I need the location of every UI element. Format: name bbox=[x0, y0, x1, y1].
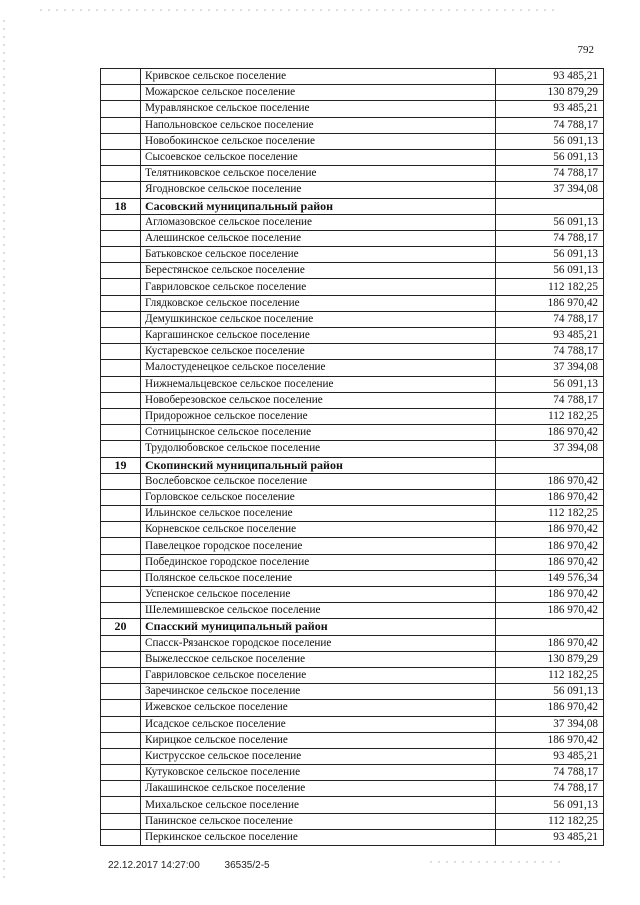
row-number bbox=[101, 538, 141, 554]
settlement-name: Исадское сельское поселение bbox=[141, 716, 496, 732]
district-row bbox=[101, 198, 604, 214]
row-number bbox=[101, 230, 141, 246]
row-number bbox=[101, 376, 141, 392]
amount: 37 394,08 bbox=[496, 360, 604, 376]
amount: 74 788,17 bbox=[496, 765, 604, 781]
table-row bbox=[101, 489, 604, 505]
amount: 112 182,25 bbox=[496, 279, 604, 295]
table-row bbox=[101, 392, 604, 408]
amount: 56 091,13 bbox=[496, 133, 604, 149]
row-number: 18 bbox=[101, 198, 141, 214]
settlement-name: Спасск-Рязанское городское поселение bbox=[141, 635, 496, 651]
amount: 112 182,25 bbox=[496, 813, 604, 829]
row-number bbox=[101, 473, 141, 489]
row-number bbox=[101, 700, 141, 716]
amount: 112 182,25 bbox=[496, 667, 604, 683]
settlement-name: Киструсское сельское поселение bbox=[141, 748, 496, 764]
table-row bbox=[101, 748, 604, 764]
amount: 186 970,42 bbox=[496, 732, 604, 748]
row-number bbox=[101, 408, 141, 424]
amount: 93 485,21 bbox=[496, 69, 604, 85]
table-row bbox=[101, 554, 604, 570]
row-number bbox=[101, 392, 141, 408]
amount: 37 394,08 bbox=[496, 441, 604, 457]
amount: 93 485,21 bbox=[496, 328, 604, 344]
amount: 149 576,34 bbox=[496, 570, 604, 586]
amount: 56 091,13 bbox=[496, 376, 604, 392]
settlement-name: Шелемишевское сельское поселение bbox=[141, 603, 496, 619]
amount: 130 879,29 bbox=[496, 85, 604, 101]
row-number bbox=[101, 522, 141, 538]
settlement-name: Ягодновское сельское поселение bbox=[141, 182, 496, 198]
settlement-name: Кривское сельское поселение bbox=[141, 69, 496, 85]
table-row bbox=[101, 441, 604, 457]
row-number bbox=[101, 69, 141, 85]
row-number bbox=[101, 263, 141, 279]
table-row bbox=[101, 376, 604, 392]
district-row bbox=[101, 457, 604, 473]
row-number bbox=[101, 554, 141, 570]
row-number bbox=[101, 279, 141, 295]
settlement-name: Кустаревское сельское поселение bbox=[141, 344, 496, 360]
settlement-name: Ижевское сельское поселение bbox=[141, 700, 496, 716]
row-number bbox=[101, 441, 141, 457]
allocation-table-body bbox=[101, 69, 604, 846]
table-row bbox=[101, 279, 604, 295]
row-number bbox=[101, 797, 141, 813]
settlement-name: Успенское сельское поселение bbox=[141, 587, 496, 603]
amount: 93 485,21 bbox=[496, 101, 604, 117]
table-row bbox=[101, 182, 604, 198]
table-row bbox=[101, 506, 604, 522]
table-row bbox=[101, 344, 604, 360]
settlement-name: Агломазовское сельское поселение bbox=[141, 214, 496, 230]
row-number bbox=[101, 570, 141, 586]
settlement-name: Гавриловское сельское поселение bbox=[141, 667, 496, 683]
page-number: 792 bbox=[577, 44, 594, 56]
settlement-name: Гавриловское сельское поселение bbox=[141, 279, 496, 295]
settlement-name: Новобокинское сельское поселение bbox=[141, 133, 496, 149]
table-row bbox=[101, 684, 604, 700]
settlement-name: Берестянское сельское поселение bbox=[141, 263, 496, 279]
amount: 74 788,17 bbox=[496, 392, 604, 408]
settlement-name: Михальское сельское поселение bbox=[141, 797, 496, 813]
amount: 56 091,13 bbox=[496, 263, 604, 279]
settlement-name: Павелецкое городское поселение bbox=[141, 538, 496, 554]
row-number bbox=[101, 311, 141, 327]
settlement-name: Заречинское сельское поселение bbox=[141, 684, 496, 700]
settlement-name: Панинское сельское поселение bbox=[141, 813, 496, 829]
amount: 186 970,42 bbox=[496, 587, 604, 603]
amount: 186 970,42 bbox=[496, 538, 604, 554]
table-row bbox=[101, 149, 604, 165]
table-row bbox=[101, 716, 604, 732]
settlement-name: Вослебовское сельское поселение bbox=[141, 473, 496, 489]
settlement-name: Можарское сельское поселение bbox=[141, 85, 496, 101]
row-number bbox=[101, 101, 141, 117]
row-number bbox=[101, 748, 141, 764]
row-number bbox=[101, 295, 141, 311]
amount: 74 788,17 bbox=[496, 117, 604, 133]
amount: 74 788,17 bbox=[496, 344, 604, 360]
row-number bbox=[101, 117, 141, 133]
settlement-name: Муравлянское сельское поселение bbox=[141, 101, 496, 117]
amount: 74 788,17 bbox=[496, 230, 604, 246]
row-number bbox=[101, 489, 141, 505]
document-id: 36535/2-5 bbox=[224, 860, 270, 871]
settlement-name: Нижнемальцевское сельское поселение bbox=[141, 376, 496, 392]
district-row bbox=[101, 619, 604, 635]
amount: 186 970,42 bbox=[496, 603, 604, 619]
row-number bbox=[101, 182, 141, 198]
row-number bbox=[101, 651, 141, 667]
settlement-name: Горловское сельское поселение bbox=[141, 489, 496, 505]
row-number bbox=[101, 765, 141, 781]
amount: 186 970,42 bbox=[496, 425, 604, 441]
amount: 56 091,13 bbox=[496, 149, 604, 165]
row-number bbox=[101, 667, 141, 683]
table-row bbox=[101, 587, 604, 603]
amount: 186 970,42 bbox=[496, 522, 604, 538]
amount: 56 091,13 bbox=[496, 684, 604, 700]
table-row bbox=[101, 263, 604, 279]
amount: 56 091,13 bbox=[496, 797, 604, 813]
settlement-name: Телятниковское сельское поселение bbox=[141, 166, 496, 182]
row-number bbox=[101, 732, 141, 748]
amount: 56 091,13 bbox=[496, 247, 604, 263]
settlement-name: Новоберезовское сельское поселение bbox=[141, 392, 496, 408]
settlement-name: Сотницынское сельское поселение bbox=[141, 425, 496, 441]
table-row bbox=[101, 473, 604, 489]
table-row bbox=[101, 700, 604, 716]
amount: 186 970,42 bbox=[496, 635, 604, 651]
row-number bbox=[101, 813, 141, 829]
table-row bbox=[101, 247, 604, 263]
amount: 93 485,21 bbox=[496, 748, 604, 764]
row-number bbox=[101, 425, 141, 441]
row-number bbox=[101, 716, 141, 732]
settlement-name: Каргашинское сельское поселение bbox=[141, 328, 496, 344]
row-number bbox=[101, 781, 141, 797]
row-number bbox=[101, 829, 141, 845]
amount: 74 788,17 bbox=[496, 781, 604, 797]
row-number bbox=[101, 85, 141, 101]
row-number bbox=[101, 587, 141, 603]
row-number bbox=[101, 328, 141, 344]
amount: 112 182,25 bbox=[496, 408, 604, 424]
table-row bbox=[101, 651, 604, 667]
row-number bbox=[101, 635, 141, 651]
table-row bbox=[101, 667, 604, 683]
settlement-name: Лакашинское сельское поселение bbox=[141, 781, 496, 797]
amount: 186 970,42 bbox=[496, 700, 604, 716]
amount: 74 788,17 bbox=[496, 166, 604, 182]
table-row bbox=[101, 781, 604, 797]
amount bbox=[496, 457, 604, 473]
settlement-name: Кутуковское сельское поселение bbox=[141, 765, 496, 781]
district-name: Спасский муниципальный район bbox=[141, 619, 496, 635]
table-row bbox=[101, 214, 604, 230]
print-timestamp: 22.12.2017 14:27:00 bbox=[108, 860, 200, 871]
settlement-name: Ильинское сельское поселение bbox=[141, 506, 496, 522]
table-row bbox=[101, 166, 604, 182]
settlement-name: Выжелесское сельское поселение bbox=[141, 651, 496, 667]
table-row bbox=[101, 101, 604, 117]
settlement-name: Побединское городское поселение bbox=[141, 554, 496, 570]
settlement-name: Напольновское сельское поселение bbox=[141, 117, 496, 133]
table-row bbox=[101, 538, 604, 554]
amount: 186 970,42 bbox=[496, 489, 604, 505]
table-row bbox=[101, 603, 604, 619]
amount: 186 970,42 bbox=[496, 295, 604, 311]
table-row bbox=[101, 133, 604, 149]
row-number bbox=[101, 360, 141, 376]
settlement-name: Глядковское сельское поселение bbox=[141, 295, 496, 311]
amount bbox=[496, 198, 604, 214]
table-row bbox=[101, 765, 604, 781]
district-name: Сасовский муниципальный район bbox=[141, 198, 496, 214]
row-number bbox=[101, 166, 141, 182]
amount: 130 879,29 bbox=[496, 651, 604, 667]
amount: 112 182,25 bbox=[496, 506, 604, 522]
table-row bbox=[101, 829, 604, 845]
settlement-name: Демушкинское сельское поселение bbox=[141, 311, 496, 327]
settlement-name: Кирицкое сельское поселение bbox=[141, 732, 496, 748]
row-number bbox=[101, 133, 141, 149]
district-name: Скопинский муниципальный район bbox=[141, 457, 496, 473]
table-row bbox=[101, 732, 604, 748]
settlement-name: Придорожное сельское поселение bbox=[141, 408, 496, 424]
settlement-name: Батьковское сельское поселение bbox=[141, 247, 496, 263]
amount: 74 788,17 bbox=[496, 311, 604, 327]
amount: 186 970,42 bbox=[496, 554, 604, 570]
table-row bbox=[101, 570, 604, 586]
amount: 56 091,13 bbox=[496, 214, 604, 230]
table-row bbox=[101, 425, 604, 441]
settlement-name: Корневское сельское поселение bbox=[141, 522, 496, 538]
settlement-name: Полянское сельское поселение bbox=[141, 570, 496, 586]
row-number bbox=[101, 149, 141, 165]
table-row bbox=[101, 85, 604, 101]
table-row bbox=[101, 635, 604, 651]
table-row bbox=[101, 360, 604, 376]
table-row bbox=[101, 230, 604, 246]
table-row bbox=[101, 328, 604, 344]
table-row bbox=[101, 295, 604, 311]
row-number: 19 bbox=[101, 457, 141, 473]
row-number bbox=[101, 603, 141, 619]
table-row bbox=[101, 522, 604, 538]
table-row bbox=[101, 408, 604, 424]
amount: 37 394,08 bbox=[496, 182, 604, 198]
amount: 186 970,42 bbox=[496, 473, 604, 489]
table-row bbox=[101, 311, 604, 327]
row-number: 20 bbox=[101, 619, 141, 635]
settlement-name: Малостуденецкое сельское поселение bbox=[141, 360, 496, 376]
footer bbox=[108, 860, 270, 871]
amount: 37 394,08 bbox=[496, 716, 604, 732]
row-number bbox=[101, 247, 141, 263]
table-row bbox=[101, 813, 604, 829]
row-number bbox=[101, 344, 141, 360]
table-row bbox=[101, 69, 604, 85]
amount bbox=[496, 619, 604, 635]
amount: 93 485,21 bbox=[496, 829, 604, 845]
row-number bbox=[101, 506, 141, 522]
table-row bbox=[101, 117, 604, 133]
row-number bbox=[101, 684, 141, 700]
settlement-name: Перкинское сельское поселение bbox=[141, 829, 496, 845]
table-row bbox=[101, 797, 604, 813]
settlement-name: Алешинское сельское поселение bbox=[141, 230, 496, 246]
settlement-name: Сысоевское сельское поселение bbox=[141, 149, 496, 165]
allocation-table bbox=[100, 68, 604, 846]
settlement-name: Трудолюбовское сельское поселение bbox=[141, 441, 496, 457]
row-number bbox=[101, 214, 141, 230]
